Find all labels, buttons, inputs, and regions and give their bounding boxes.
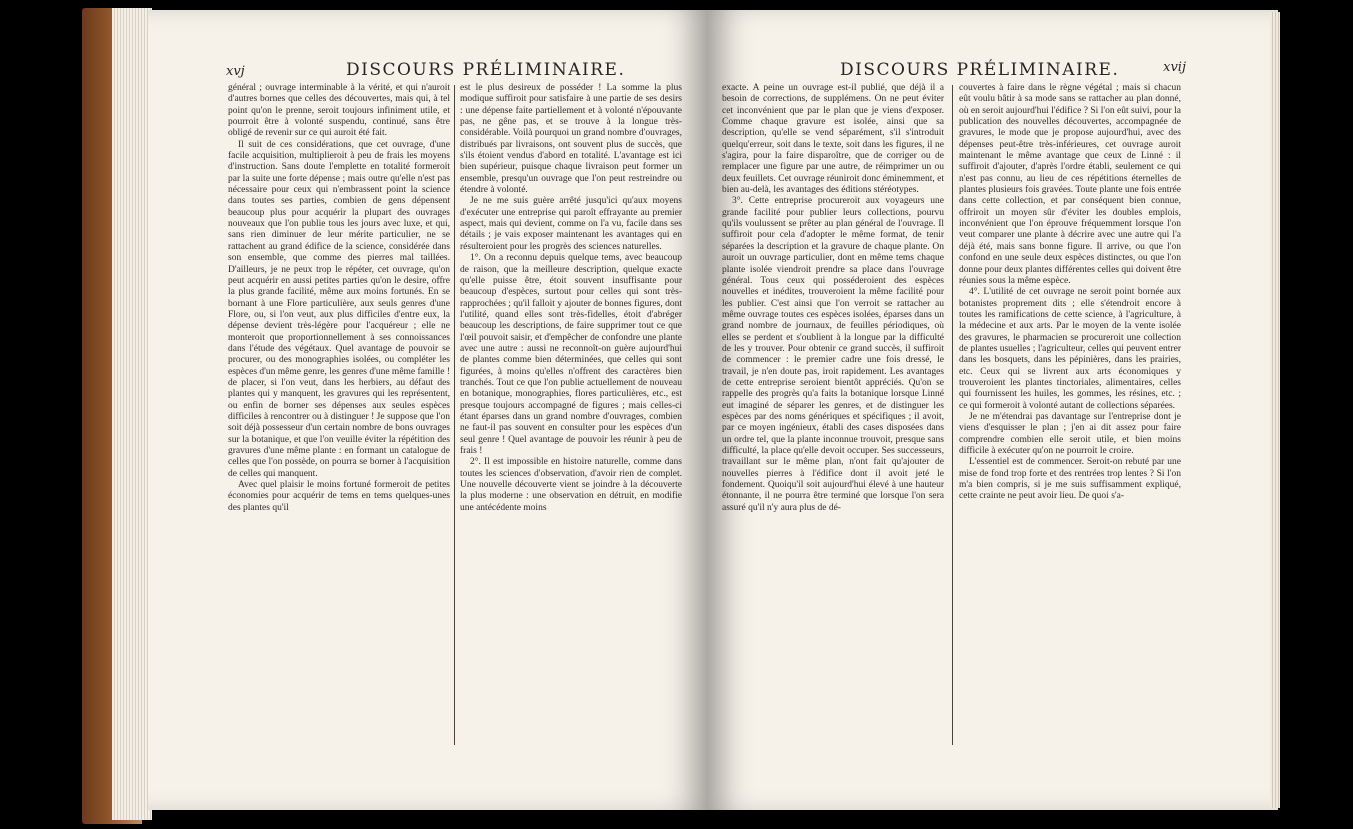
column-rule — [454, 85, 455, 745]
right-running-header — [720, 60, 1186, 84]
right-running-title: DISCOURS PRÉLIMINAIRE. — [840, 60, 1120, 80]
page-edges — [112, 8, 152, 820]
left-running-title: DISCOURS PRÉLIMINAIRE. — [346, 60, 626, 80]
left-page — [148, 10, 706, 810]
paragraph: général ; ouvrage interminable à la vérité, et qui n'auroit d'autres bornes que celles des découvertes, mais qui, à tel point qu'on le prenne, seroit toujours infiniment utile, et pourroit être à volonté suspendu, continué, sans être obligé de revenir sur ce qui auroit été fait. — [228, 83, 450, 139]
left-column-1 — [228, 83, 450, 783]
paragraph: 4°. L'utilité de cet ouvrage ne seroit point bornée aux botanistes proprement dits ; elle s'étendroit encore à toutes les ramifications de cette science, à l'agriculture, à la médecine et aux arts. Par le moyen de la vente isolée des gravures, le pharmacien se procureroit une collection de plantes usuelles ; l'agriculteur, celles qui peuvent entrer dans les bosquets, dans les pépinières, dans les prairies, etc. Ceux qui se livrent aux arts économiques y trouveroient les plantes tinctoriales, alimentaires, celles qui fournissent les huiles, les gommes, les résines, etc. ; ce qui formeroit à volonté autant de collections séparées. — [959, 287, 1181, 411]
right-page-number: xvij — [1163, 60, 1186, 75]
right-page-edges — [1270, 12, 1280, 808]
column-rule — [952, 85, 953, 745]
paragraph: L'essentiel est de commencer. Seroit-on rebuté par une mise de fond trop forte et des rentrées trop lentes ? Si l'on m'a bien compris, si je me suis suffisamment expliqué, cette crainte ne peut avoir lieu. De quoi s'a- — [959, 457, 1181, 502]
paragraph: est le plus desireux de posséder ! La somme la plus modique suffiroit pour satisfaire à une partie de ses desirs : une dépense faite partiellement et à volonté n'épouvante pas, ne gêne pas, et se trouve à la longue très-considérable. Voilà pourquoi un grand nombre d'ouvrages, distribués par livraisons, ont souvent plus de succès, que s'ils étoient vendus d'abord en totalité. L'avantage est ici bien supérieur, puisque chaque livraison peut former un ensemble, presqu'un ouvrage que l'on peut restreindre ou étendre à volonté. — [460, 83, 682, 196]
right-column-1 — [722, 83, 944, 783]
paragraph: couvertes à faire dans le règne végétal ; mais si chacun eût voulu bâtir à sa mode sans se rattacher au plan donné, où en seroit aujourd'hui l'édifice ? Si l'on eût suivi, pour la publication des nouvelles découvertes, accompagnée de gravures, le mode que je propose aujourd'hui, avec des dépenses peut-être très-inférieures, cet ouvrage auroit maintenant le même avantage que ceux de Linné : il suffiroit d'ajouter, d'après l'ordre établi, seulement ce qui n'est pas connu, au lieu de ces répétitions éternelles de plantes plusieurs fois gravées. Toute plante une fois entrée dans cette collection, et par conséquent bien connue, offriroit un moyen sûr d'éviter les doubles emplois, inconvénient que l'on éprouve fréquemment lorsque l'on veut comparer une plante à décrire avec une autre qui l'a déjà été, mais sans bonne figure. Il arrive, ou que l'on confond en une seule deux espèces distinctes, ou que l'on donne pour deux plantes différentes celles qui doivent être réunies sous la même espèce. — [959, 83, 1181, 286]
left-page-number: xvj — [226, 64, 245, 79]
paragraph: exacte. A peine un ouvrage est-il publié, que déjà il a besoin de corrections, de supplémens. On ne peut éviter cet inconvénient que par le plan que je viens d'exposer. Comme chaque gravure est isolée, ainsi que sa description, qu'elle se vend séparément, s'il s'introduit quelqu'erreur, soit dans le texte, soit dans les figures, il ne s'agira, pour la faire disparoître, que de corriger ou de remplacer une figure par une autre, de réimprimer un ou deux feuillets. Cet ouvrage réuniroit donc éminemment, et bien au-delà, les avantages des éditions stéréotypes. — [722, 83, 944, 196]
paragraph: Avec quel plaisir le moins fortuné formeroit de petites économies pour acquérir de tems en tems quelques-unes des plantes qu'il — [228, 480, 450, 513]
paragraph: Il suit de ces considérations, que cet ouvrage, d'une facile acquisition, multiplieroit à peu de frais les moyens d'instruction. Sans doute l'emplette en totalité formeroit par la suite une forte dépense ; mais outre qu'elle n'est pas nécessaire pour ceux qui n'embrassent point la science dans toutes ses parties, combien de gens dépensent beaucoup plus pour acquérir la plupart des ouvrages nouveaux que l'on publie tous les jours avec luxe, et qui, sans rien diminuer de leur mérite particulier, ne se rattachent au grand édifice de la science, considérée dans son ensemble, que comme des pierres mal taillées. D'ailleurs, je ne peux trop le répéter, cet ouvrage, qu'on peut acquérir en aussi petites parties qu'on le desire, offre la plus grande facilité, même aux moins fortunés. En se bornant à une Flore particulière, aux seuls genres d'une Flore, ou, si l'on veut, aux plus difficiles d'entre eux, la dépense devient très-légère pour l'acquéreur ; elle ne monteroit que proportionnellement à ses connoissances dans l'étude des végétaux. Quel avantage de pouvoir se procurer, ou des monographies isolées, ou compléter les espèces d'un même genre, les genres d'une même famille ! de placer, si l'on veut, dans les herbiers, au défaut des plantes qui y manquent, les gravures qui les représentent, ou enfin de borner ses dépenses aux seules espèces difficiles à rencontrer ou à distinguer ! Je suppose que l'on soit déjà possesseur d'un certain nombre de bons ouvrages sur la botanique, et que l'on veuille éviter la répétition des gravures d'une même plante : en formant un catalogue de celles que l'on possède, on pourra se borner à l'acquisition de celles qui manquent. — [228, 139, 450, 479]
right-page — [706, 10, 1278, 810]
paragraph: Je ne me suis guère arrêté jusqu'ici qu'aux moyens d'exécuter une entreprise qui paroît effrayante au premier aspect, mais qui devient, comme on l'a vu, facile dans ses détails ; je vais exposer maintenant les avantages qui en résulteroient pour les progrès des sciences naturelles. — [460, 196, 682, 252]
paragraph: Je ne m'étendrai pas davantage sur l'entreprise dont je viens d'esquisser le plan ; j'en ai dit assez pour faire comprendre combien elle seroit utile, et bien moins difficile à exécuter qu'on ne pourroit le croire. — [959, 411, 1181, 456]
left-running-header — [226, 60, 688, 84]
paragraph: 1°. On a reconnu depuis quelque tems, avec beaucoup de raison, que la meilleure description, quelque exacte qu'elle puisse être, étoit souvent insuffisante pour beaucoup d'espèces, surtout pour celles qui sont très-rapprochées ; qu'il falloit y ajouter de bonnes figures, dont l'utilité, quand elles sont très-fidelles, étoit d'abréger beaucoup les descriptions, de faire supprimer tout ce que l'œil pouvoit saisir, et d'empêcher de confondre une plante avec une autre : aussi ne reconnoît-on guère aujourd'hui de plantes comme bien déterminées, que celles qui sont figurées, à moins qu'elles n'offrent des caractères bien tranchés. Tout ce que l'on publie actuellement de nouveau en botanique, monographies, flores particulières, etc., est presque toujours accompagné de figures ; mais celles-ci étant éparses dans un grand nombre d'ouvrages, combien ne faut-il pas souvent en consulter pour les espèces d'un seul genre ! Quel avantage de pouvoir les réunir à peu de frais ! — [460, 253, 682, 456]
paragraph: 3°. Cette entreprise procureroit aux voyageurs une grande facilité pour publier leurs collections, pourvu qu'ils voulussent se prêter au plan général de l'ouvrage. Il suffiroit pour cela d'adopter le même format, de tenir séparées la description et la gravure de chaque plante. On auroit un ouvrage particulier, dont en même tems chaque plante isolée viendroit prendre sa place dans l'ouvrage général. Tous ceux qui posséderoient des espèces nouvelles et inédites, trouveroient la même facilité pour les publier. C'est ainsi que l'on verroit se rattacher au même ouvrage toutes ces espèces isolées, éparses dans un grand nombre de journaux, de feuilles périodiques, où elles se perdent et s'oublient à la longue par la difficulté de les y trouver. Pour obtenir ce grand succès, il suffiroit de commencer : le premier cadre une fois dressé, le travail, je n'en doute pas, iroit rapidement. Les avantages de cette entreprise seroient bientôt appréciés. Qu'on se rappelle des progrès qu'a faits la botanique lorsque Linné eut imaginé de séparer les genres, et de distinguer les espèces par des noms génériques et spécifiques ; il avoit, par ce moyen ingénieux, établi des cases disposées dans un ordre tel, que la plante inconnue trouvoit, presque sans difficulté, la place qu'elle devoit occuper. Ses successeurs, travaillant sur le même plan, n'ont fait qu'ajouter de nouvelles pierres à l'édifice dont il avoit jeté le fondement. Quoiqu'il soit aujourd'hui élevé à une hauteur étonnante, il ne pourra être terminé que lorsque l'on sera assuré qu'il n'y aura plus de dé- — [722, 196, 944, 513]
right-column-2 — [959, 83, 1181, 783]
paragraph: 2°. Il est impossible en histoire naturelle, comme dans toutes les sciences d'observation, d'avoir rien de complet. Une nouvelle découverte vient se joindre à la découverte la plus moderne : une observation en détruit, en modifie une antécédente moins — [460, 457, 682, 513]
left-column-2 — [460, 83, 682, 783]
